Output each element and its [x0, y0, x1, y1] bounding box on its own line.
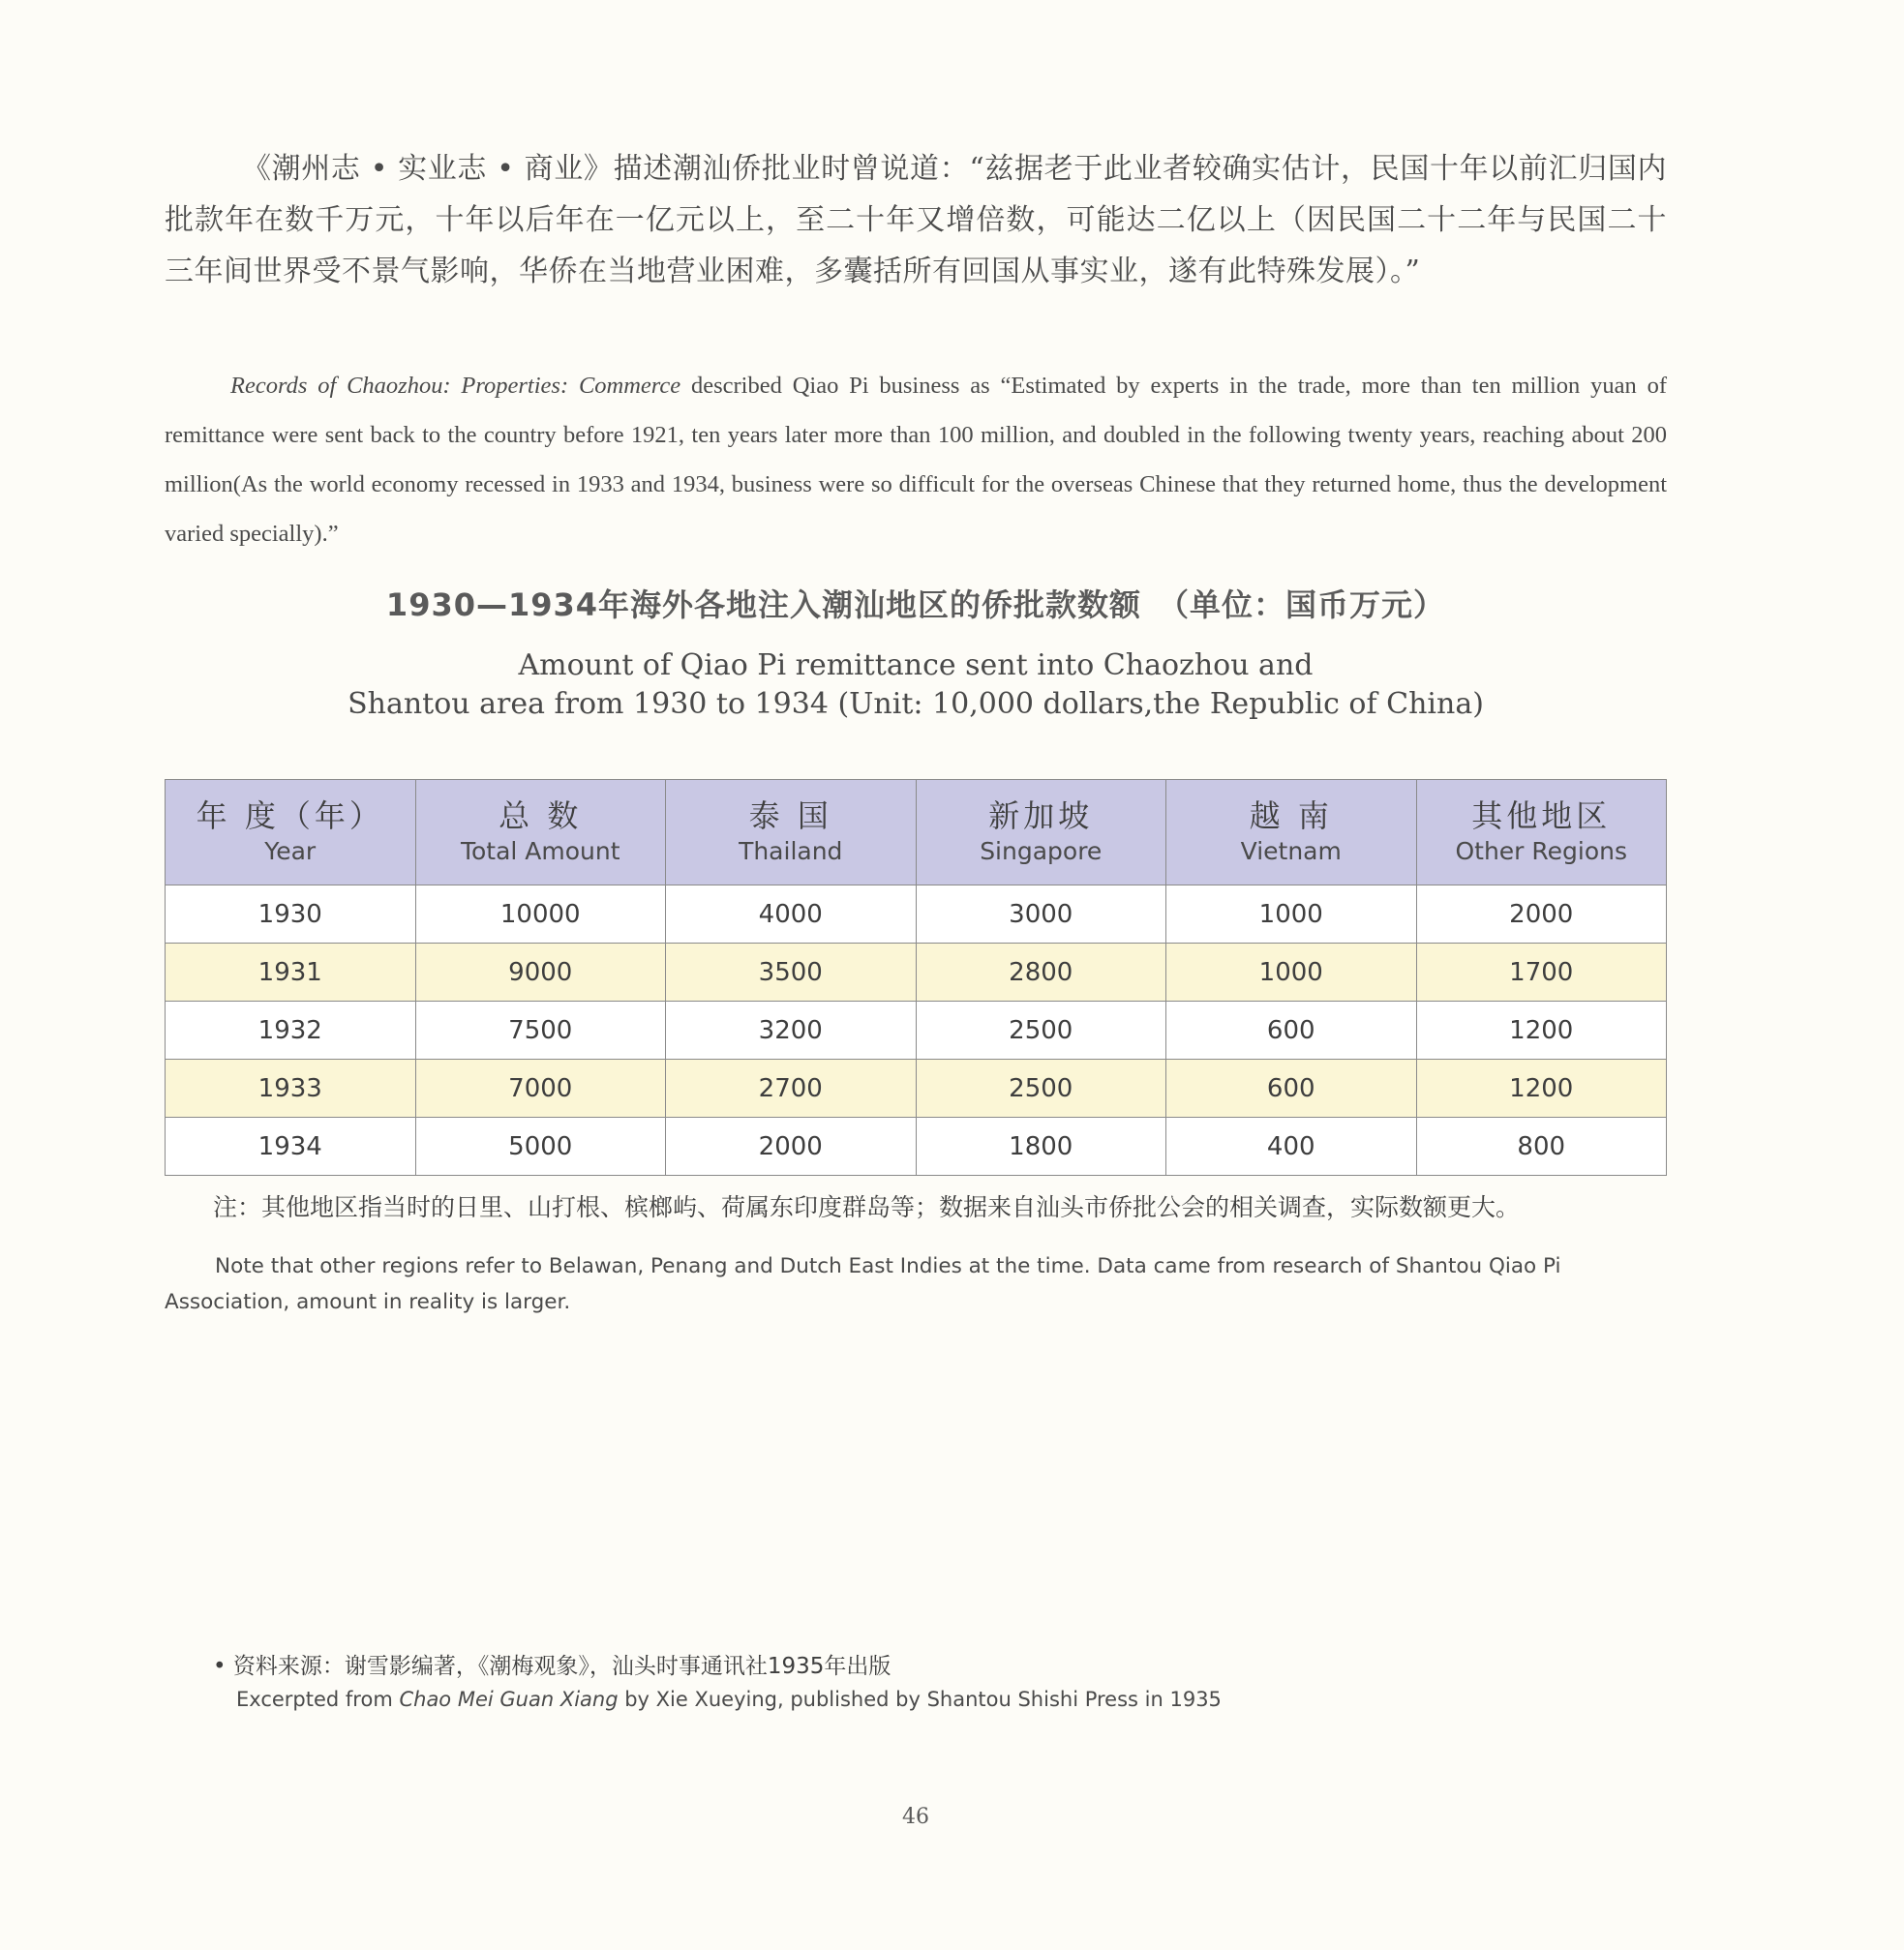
table-cell: 1930 — [166, 885, 416, 944]
table-row — [166, 944, 1667, 1002]
table-cell: 1933 — [166, 1060, 416, 1118]
table-cell: 1000 — [1166, 944, 1417, 1002]
header-vietnam — [1166, 780, 1417, 885]
table-cell: 9000 — [415, 944, 666, 1002]
header-en: Vietnam — [1240, 837, 1342, 865]
table-cell: 5000 — [415, 1118, 666, 1176]
table-cell: 1932 — [166, 1002, 416, 1060]
header-en: Total Amount — [460, 837, 620, 865]
intro-english-paragraph — [165, 361, 1667, 558]
document-page — [165, 0, 1667, 1950]
table-cell: 1200 — [1416, 1060, 1667, 1118]
table-cell: 7000 — [415, 1060, 666, 1118]
table-cell: 3200 — [666, 1002, 917, 1060]
remittance-table — [165, 779, 1667, 1176]
header-en: Year — [264, 837, 317, 865]
header-cn: 新加坡 — [988, 797, 1094, 834]
table-cell: 4000 — [666, 885, 917, 944]
table-title-english-line-2: Shantou area from 1930 to 1934 (Unit: 10,000 dollars,the Republic of China) — [348, 687, 1484, 721]
table-cell: 1934 — [166, 1118, 416, 1176]
header-en: Thailand — [739, 837, 843, 865]
table-cell: 2500 — [916, 1060, 1166, 1118]
source-suffix: by Xie Xueying, published by Shantou Shishi Press in 1935 — [618, 1688, 1222, 1711]
table-row — [166, 1118, 1667, 1176]
table-cell: 3500 — [666, 944, 917, 1002]
table-note-chinese: 注：其他地区指当时的日里、山打根、槟榔屿、荷属东印度群岛等；数据来自汕头市侨批公会的相关调查，实际数额更大。 — [213, 1193, 1521, 1221]
source-citation-english — [236, 1688, 1222, 1711]
header-other-regions — [1416, 780, 1667, 885]
table-row — [166, 1002, 1667, 1060]
header-cn: 其他地区 — [1471, 797, 1612, 834]
header-total — [415, 780, 666, 885]
header-cn: 年 度（年） — [196, 797, 384, 834]
table-cell: 1000 — [1166, 885, 1417, 944]
table-cell: 2800 — [916, 944, 1166, 1002]
header-cn: 越 南 — [1249, 797, 1333, 834]
table-row — [166, 1060, 1667, 1118]
table-title-english-line-1: Amount of Qiao Pi remittance sent into Chaozhou and — [518, 648, 1314, 682]
source-citation-chinese: • 资料来源：谢雪影编著，《潮梅观象》，汕头时事通讯社1935年出版 — [213, 1654, 892, 1679]
intro-english-text: described Qiao Pi business as “Estimated by experts in the trade, more than ten million yuan of remittance were sent back to the country before 1921, ten years later more than 100 million, and doubled in the following twenty years, reaching about 200 million(As the world economy recessed in 1933 and 1934, business were so difficult for the overseas Chinese that they returned home, thus the development varied specially).” — [165, 372, 1667, 547]
header-singapore — [916, 780, 1166, 885]
table-title-chinese: 1930—1934年海外各地注入潮汕地区的侨批款数额 （单位：国币万元） — [385, 586, 1446, 623]
table-row — [166, 885, 1667, 944]
header-cn: 泰 国 — [748, 797, 832, 834]
source-book-title: Chao Mei Guan Xiang — [399, 1688, 619, 1711]
page-number: 46 — [902, 1805, 929, 1829]
table-note-english: Note that other regions refer to Belawan, Penang and Dutch East Indies at the time. Data came from research of Shantou Qiao Pi Association, amount in reality is larger. — [165, 1254, 1561, 1314]
table-cell: 1800 — [916, 1118, 1166, 1176]
table-cell: 7500 — [415, 1002, 666, 1060]
source-prefix: Excerpted from — [236, 1688, 400, 1711]
table-cell: 2000 — [1416, 885, 1667, 944]
header-thailand — [666, 780, 917, 885]
header-en: Other Regions — [1455, 837, 1628, 865]
table-cell: 800 — [1416, 1118, 1667, 1176]
header-en: Singapore — [980, 837, 1103, 865]
header-year — [166, 780, 416, 885]
table-cell: 600 — [1166, 1060, 1417, 1118]
intro-italic-title: Records of Chaozhou: Properties: Commerce — [230, 372, 681, 399]
table-cell: 2700 — [666, 1060, 917, 1118]
table-cell: 2000 — [666, 1118, 917, 1176]
table-cell: 400 — [1166, 1118, 1417, 1176]
table-cell: 600 — [1166, 1002, 1417, 1060]
header-cn: 总 数 — [499, 797, 583, 834]
table-title-english — [165, 646, 1667, 724]
intro-chinese-paragraph: 《潮州志 • 实业志 • 商业》描述潮汕侨批业时曾说道：“兹据老于此业者较确实估计，民国十年以前汇归国内批款年在数千万元，十年以后年在一亿元以上，至二十年又增倍数，可能达二亿以上（因民国二十二年与民国二十三年间世界受不景气影响，华侨在当地营业困难，多囊括所有回国从事实业，遂有此特殊发展）。” — [165, 152, 1667, 288]
table-cell: 2500 — [916, 1002, 1166, 1060]
table-cell: 10000 — [415, 885, 666, 944]
table-cell: 3000 — [916, 885, 1166, 944]
table-cell: 1700 — [1416, 944, 1667, 1002]
table-cell: 1931 — [166, 944, 416, 1002]
table-cell: 1200 — [1416, 1002, 1667, 1060]
table-header-row — [166, 780, 1667, 885]
